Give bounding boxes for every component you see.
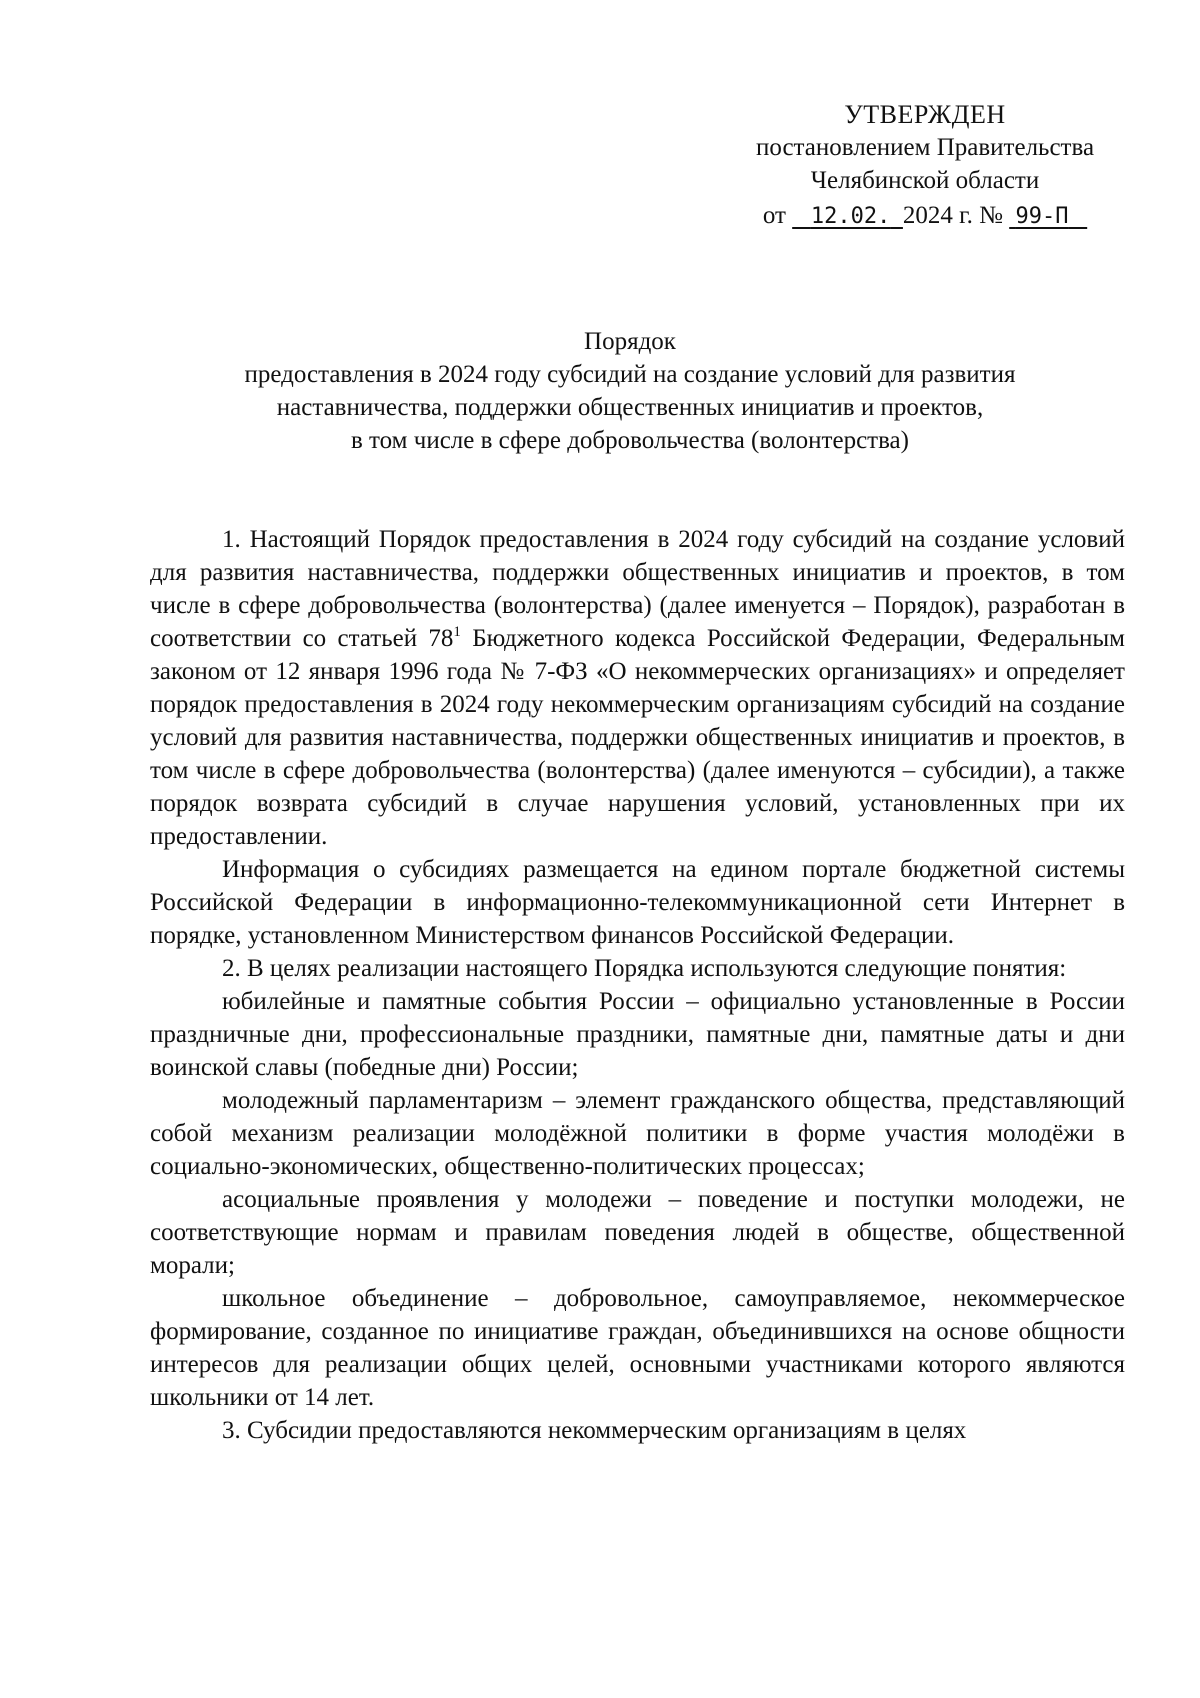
paragraph-1 [150, 523, 1125, 853]
approval-date-prefix: от [762, 202, 786, 229]
definition-jubilee-events: юбилейные и памятные события России – официально установленные в России праздничные дни, профессиональные праздники, памятные дни, памятные даты и дни воинской славы (победные дни) России; [150, 988, 1125, 1081]
paragraph-1-part-b: Бюджетного кодекса Российской Федерации, Федеральным законом от 12 января 1996 года № 7-ФЗ «О некоммерческих организациях» и определяет порядок предоставления в 2024 году некоммерческим организациям субсидий на создание условий для развития наставничества, поддержки общественных инициатив и проектов, в том числе в сфере добровольчества (волонтерства) (далее именуются – субсидии), а также порядок возврата субсидий в случае нарушения условий, установленных при их предоставлении. [150, 625, 1126, 850]
approval-stamp [700, 98, 1150, 233]
paragraph-3: 2. В целях реализации настоящего Порядка используются следующие понятия: [222, 955, 1067, 982]
approval-line-1: постановлением Правительства [755, 134, 1095, 161]
approval-year: 2024 г. № [902, 202, 1003, 229]
document-body [150, 523, 1125, 1447]
paragraph-3-start: 3. Субсидии предоставляются некоммерческим организациям в целях [222, 1417, 967, 1444]
definition-youth-parliamentarism: молодежный парламентаризм – элемент гражданского общества, представляющий собой механизм реализации молодёжной политики в форме участия молодёжи в социально-экономических, общественно-политических процессах; [150, 1087, 1125, 1180]
definition-school-association: школьное объединение – добровольное, самоуправляемое, некоммерческое формирование, созданное по инициативе граждан, объединившихся на основе общности интересов для реализации общих целей, основными участниками которого являются школьники от 14 лет. [150, 1285, 1125, 1411]
approval-number: 99-П [1015, 204, 1069, 229]
heading-line-3: в том числе в сфере добровольчества (волонтерства) [351, 427, 909, 454]
heading-line-2: наставничества, поддержки общественных инициатив и проектов, [276, 394, 984, 421]
definition-asocial-behavior: асоциальные проявления у молодежи – поведение и поступки молодежи, не соответствующие нормам и правилам поведения людей в обществе, общественной морали; [150, 1186, 1125, 1279]
heading-title: Порядок [584, 328, 676, 355]
approval-date-line [700, 199, 1150, 233]
approval-title: УТВЕРЖДЕН [844, 100, 1006, 129]
approval-number-field [1009, 202, 1087, 229]
document-heading [160, 325, 1100, 457]
approval-date: 12.02. [810, 204, 891, 229]
approval-line-2: Челябинской области [810, 167, 1040, 194]
article-superscript: 1 [453, 624, 461, 640]
paragraph-2: Информация о субсидиях размещается на едином портале бюджетной системы Российской Федерации в информационно-телекоммуникационной сети Интернет в порядке, установленном Министерством финансов Российской Федерации. [150, 856, 1125, 949]
heading-line-1: предоставления в 2024 году субсидий на создание условий для развития [244, 361, 1016, 388]
paragraph-1-part-a: 1. Настоящий Порядок предоставления в 2024 году субсидий на создание условий для развития наставничества, поддержки общественных инициатив и проектов, в том числе в сфере добровольчества (волонтерства) (далее именуется – Порядок), разработан в соответствии со статьей 78 [150, 526, 1125, 652]
approval-date-field [792, 202, 903, 229]
